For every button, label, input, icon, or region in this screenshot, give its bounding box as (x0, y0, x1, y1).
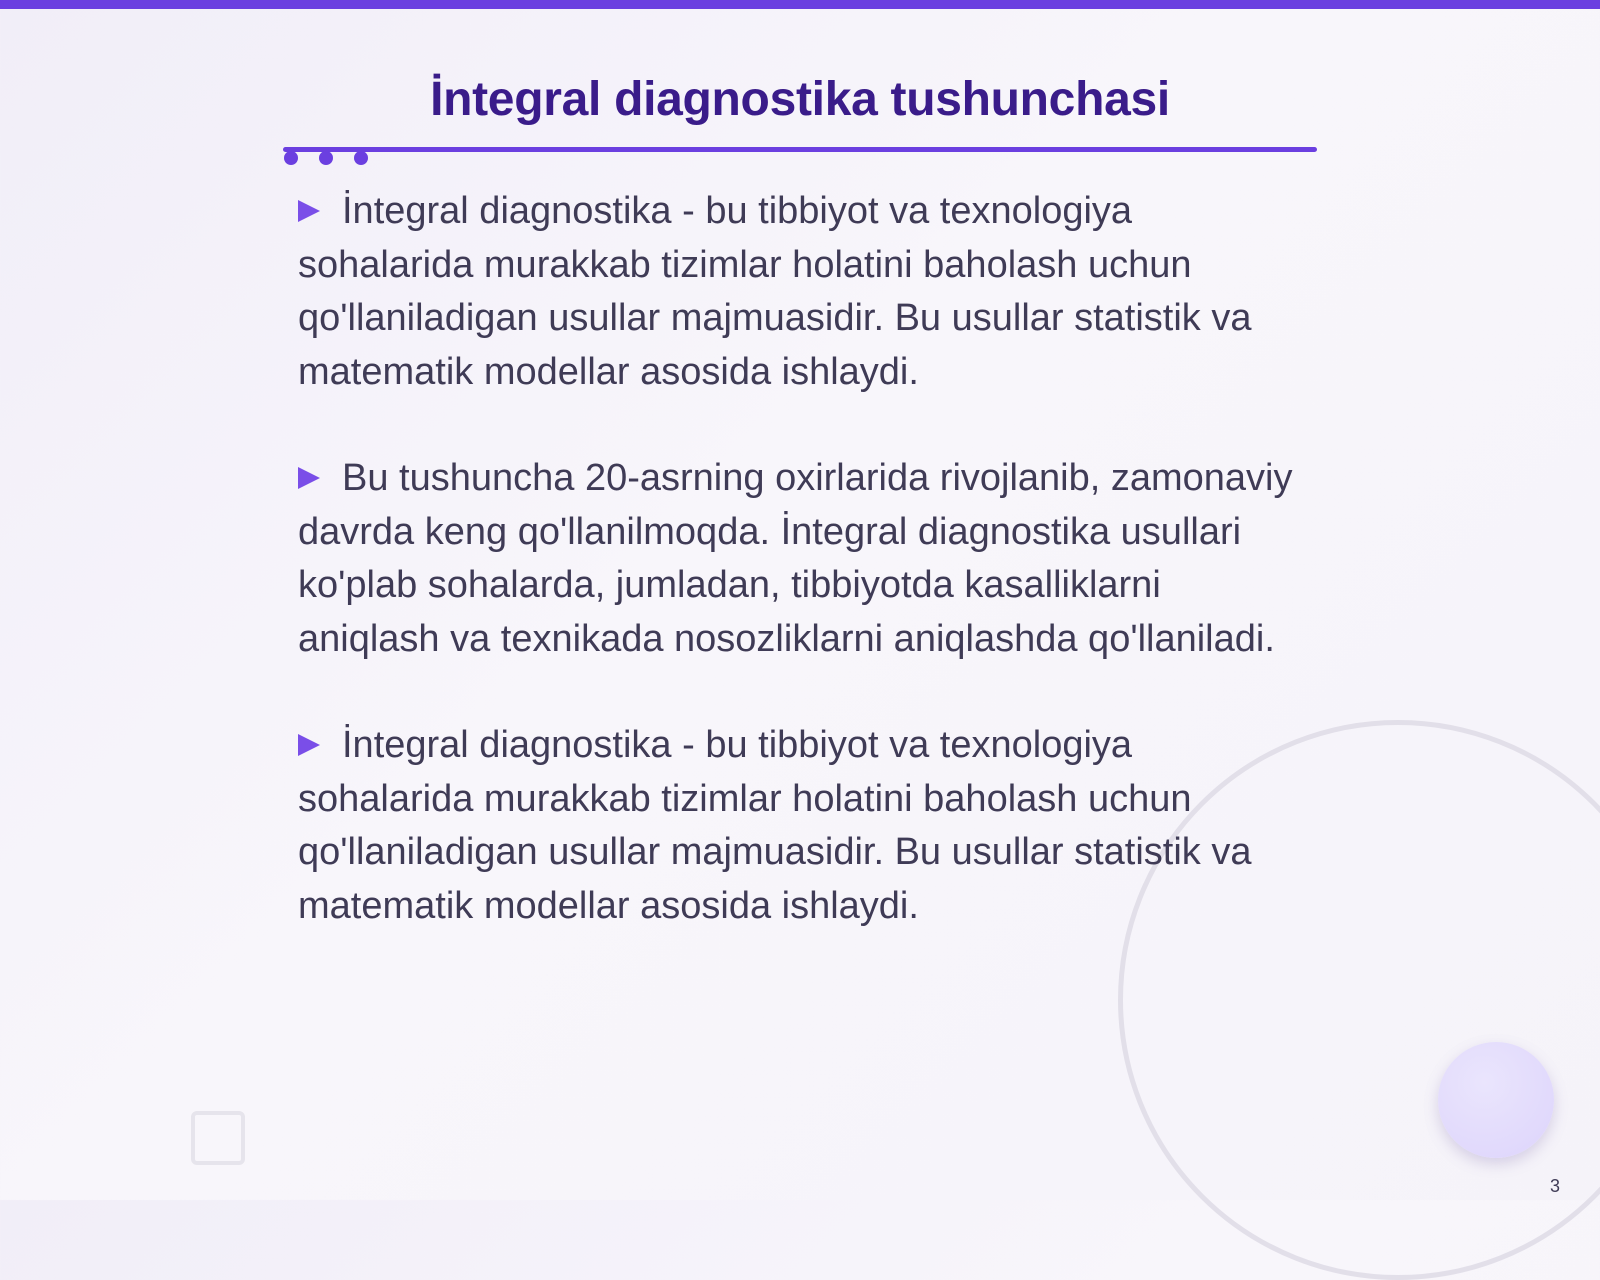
underline-dot (284, 151, 298, 165)
underline-dot (354, 151, 368, 165)
bullet-text: Bu tushuncha 20-asrning oxirlarida rivojlanib, zamonaviy davrda keng qo'llanilmoqda. İntegral diagnostika usullari ko'plab sohalarda, jumladan, tibbiyotda kasalliklarni aniqlash va texnikada nosozliklarni aniqlashda qo'llaniladi. (298, 457, 1293, 660)
bullet-text: İntegral diagnostika - bu tibbiyot va texnologiya sohalarida murakkab tizimlar holatini baholash uchun qo'llaniladigan usullar majmuasidir. Bu usullar statistik va matematik modellar asosida ishlaydi. (298, 724, 1252, 927)
triangle-bullet-icon (298, 200, 320, 222)
bullet-list (298, 185, 1298, 933)
bullet-paragraph (298, 185, 1298, 399)
decorative-square (191, 1111, 245, 1165)
decorative-circle (1438, 1042, 1554, 1158)
underline-dot (319, 151, 333, 165)
page-number: 3 (1549, 1176, 1560, 1196)
triangle-bullet-icon (298, 467, 320, 489)
bullet-paragraph (298, 452, 1298, 666)
bullet-text: İntegral diagnostika - bu tibbiyot va texnologiya sohalarida murakkab tizimlar holatini baholash uchun qo'llaniladigan usullar majmuasidir. Bu usullar statistik va matematik modellar asosida ishlaydi. (298, 190, 1252, 393)
title-underline (283, 147, 1317, 152)
top-accent-bar (0, 0, 1600, 9)
slide-title: İntegral diagnostika tushunchasi (430, 73, 1170, 126)
triangle-bullet-icon (298, 734, 320, 756)
bullet-paragraph (298, 719, 1298, 933)
